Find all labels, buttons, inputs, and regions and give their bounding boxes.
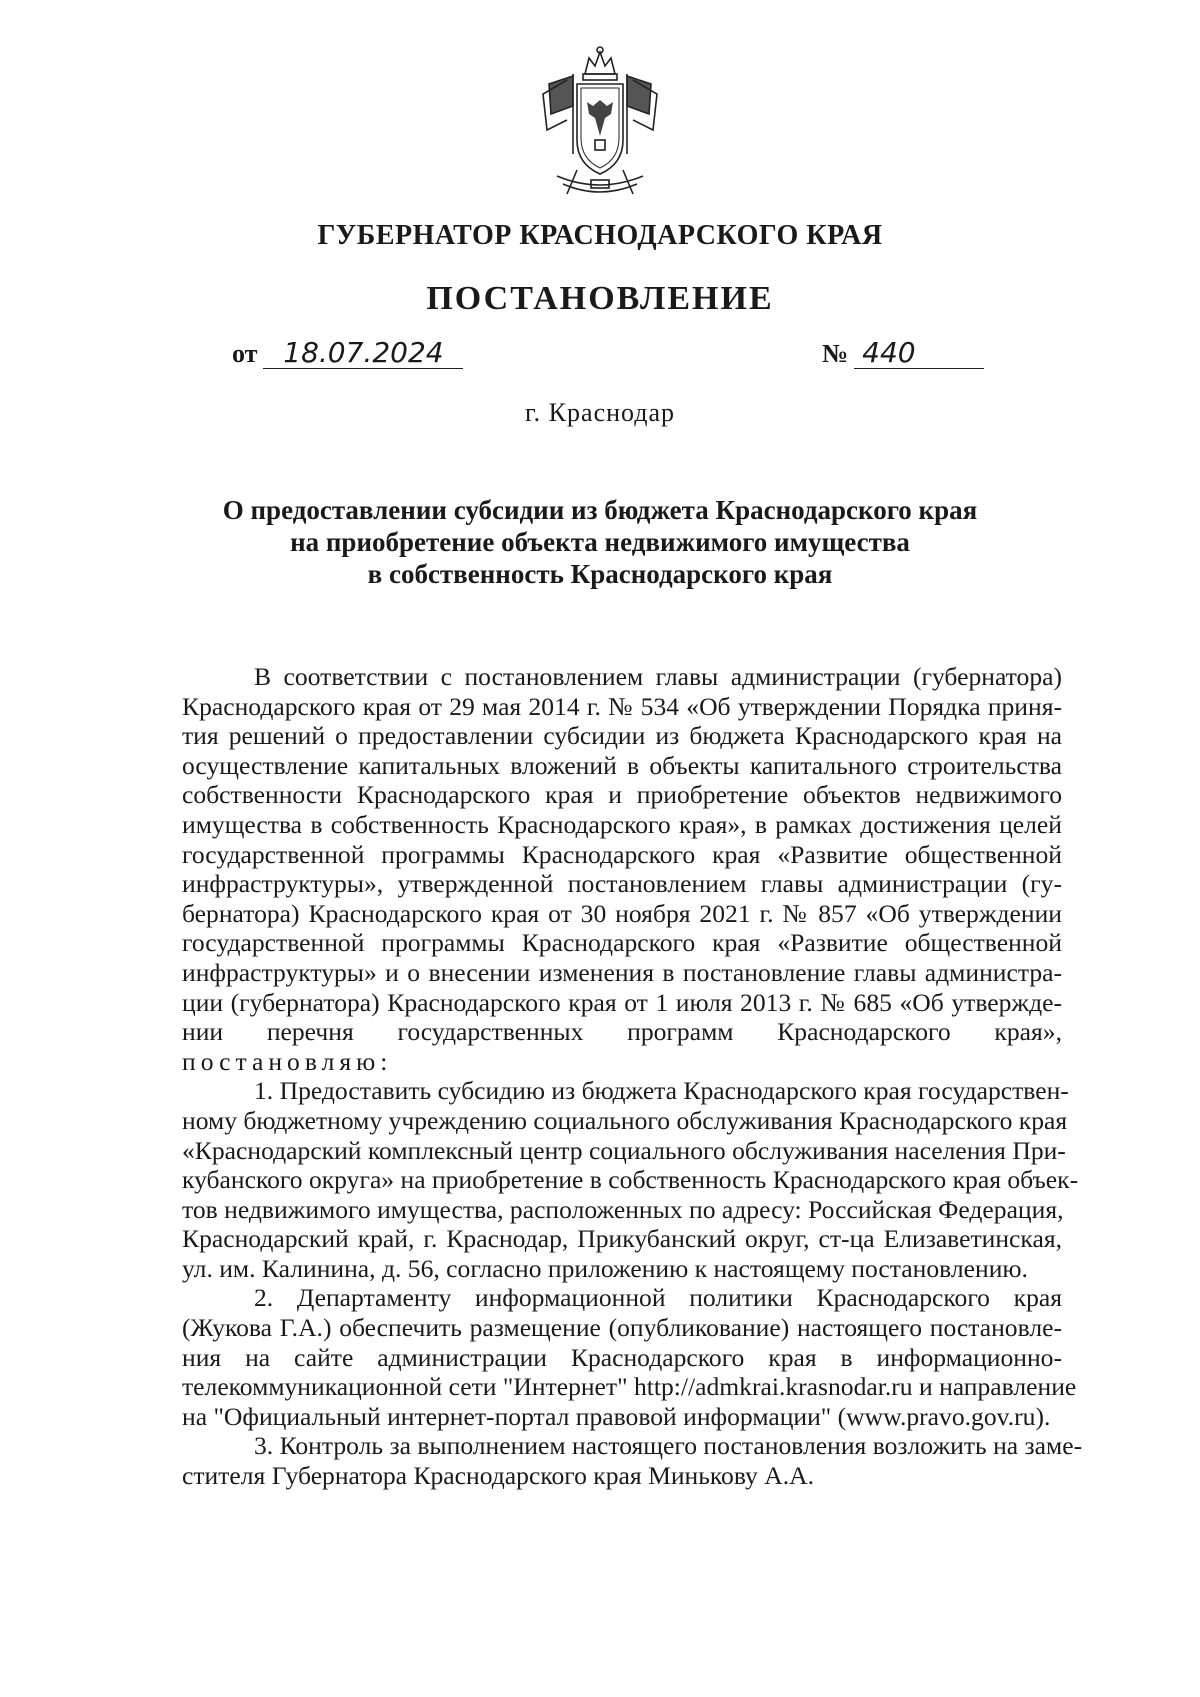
document-title: [180, 494, 1020, 590]
issuing-authority: ГУБЕРНАТОР КРАСНОДАРСКОГО КРАЯ: [317, 220, 883, 251]
clause-1-line: Краснодарский край, г. Краснодар, Прикубанский округ, ст-ца Елизаветинская,: [182, 1224, 1062, 1254]
body-line: тия решений о предоставлении субсидии из бюджета Краснодарского края на: [182, 721, 1062, 751]
body-line: ции (губернатора) Краснодарского края от 1 июля 2013 г. № 685 «Об утвержде-: [182, 987, 1062, 1017]
date-prefix: от: [232, 339, 258, 368]
number-block: [822, 338, 984, 369]
clause-1-line: «Краснодарский комплексный центр социального обслуживания населения При-: [182, 1135, 1066, 1165]
document-type: ПОСТАНОВЛЕНИЕ: [426, 280, 774, 317]
body-line: собственности Краснодарского края и приобретение объектов недвижимого: [182, 780, 1062, 810]
handwritten-date: 18.07.2024: [263, 338, 463, 369]
title-line: в собственность Краснодарского края: [367, 559, 833, 589]
clause-3-line: стителя Губернатора Краснодарского края Минькову А.А.: [182, 1461, 814, 1491]
body-line: государственной программы Краснодарского края «Развитие общественной: [182, 928, 1062, 958]
clause-2-line: 2. Департаменту информационной политики Краснодарского края: [254, 1283, 1062, 1313]
clause-1-line: кубанского округа» на приобретение в собственность Краснодарского края объек-: [182, 1165, 1079, 1195]
date-block: [232, 338, 463, 369]
number-prefix: №: [822, 339, 849, 368]
clause-2-line: (Жукова Г.А.) обеспечить размещение (опубликование) настоящего постановле-: [182, 1313, 1062, 1343]
document-body: [182, 662, 1083, 1491]
city: г. Краснодар: [524, 398, 676, 427]
clause-1-line: ному бюджетному учреждению социального обслуживания Краснодарского края: [182, 1105, 1068, 1135]
clause-2-line: на "Официальный интернет-портал правовой информации" (www.pravo.gov.ru).: [182, 1401, 1051, 1431]
clause-1-line: тов недвижимого имущества, расположенных по адресу: Российская Федерация,: [182, 1194, 1064, 1224]
resolution-word: постановляю:: [182, 1046, 393, 1076]
body-line: инфраструктуры» и о внесении изменения в постановление главы администра-: [182, 957, 1062, 987]
title-line: на приобретение объекта недвижимого имущества: [290, 527, 910, 557]
body-line: Краснодарского края от 29 мая 2014 г. № 534 «Об утверждении Порядка приня-: [182, 691, 1062, 721]
title-line: О предоставлении субсидии из бюджета Краснодарского края: [222, 495, 978, 525]
krasnodar-coat-of-arms-icon: [537, 44, 663, 204]
body-line: осуществление капитальных вложений в объекты капитального строительства: [182, 750, 1062, 780]
clause-2-line: телекоммуникационной сети "Интернет" http://admkrai.krasnodar.ru и направление: [182, 1372, 1077, 1402]
body-line: имущества в собственность Краснодарского края», в рамках достижения целей: [182, 809, 1062, 839]
body-line: государственной программы Краснодарского края «Развитие общественной: [182, 839, 1062, 869]
clause-2-line: ния на сайте администрации Краснодарского края в информационно-: [182, 1342, 1062, 1372]
body-line: В соответствии с постановлением главы администрации (губернатора): [254, 662, 1062, 691]
clause-1-line: ул. им. Калинина, д. 56, согласно приложению к настоящему постановлению.: [182, 1253, 1028, 1283]
body-line: бернатора) Краснодарского края от 30 ноября 2021 г. № 857 «Об утверждении: [182, 898, 1062, 928]
handwritten-number: 440: [854, 338, 984, 369]
body-line: инфраструктуры», утвержденной постановлением главы администрации (гу-: [182, 869, 1062, 899]
body-line: нии перечня государственных программ Краснодарского края»,: [182, 1017, 1062, 1047]
clause-3-line: 3. Контроль за выполнением настоящего постановления возложить на заме-: [254, 1431, 1083, 1461]
clause-1-line: 1. Предоставить субсидию из бюджета Краснодарского края государствен-: [254, 1076, 1069, 1106]
